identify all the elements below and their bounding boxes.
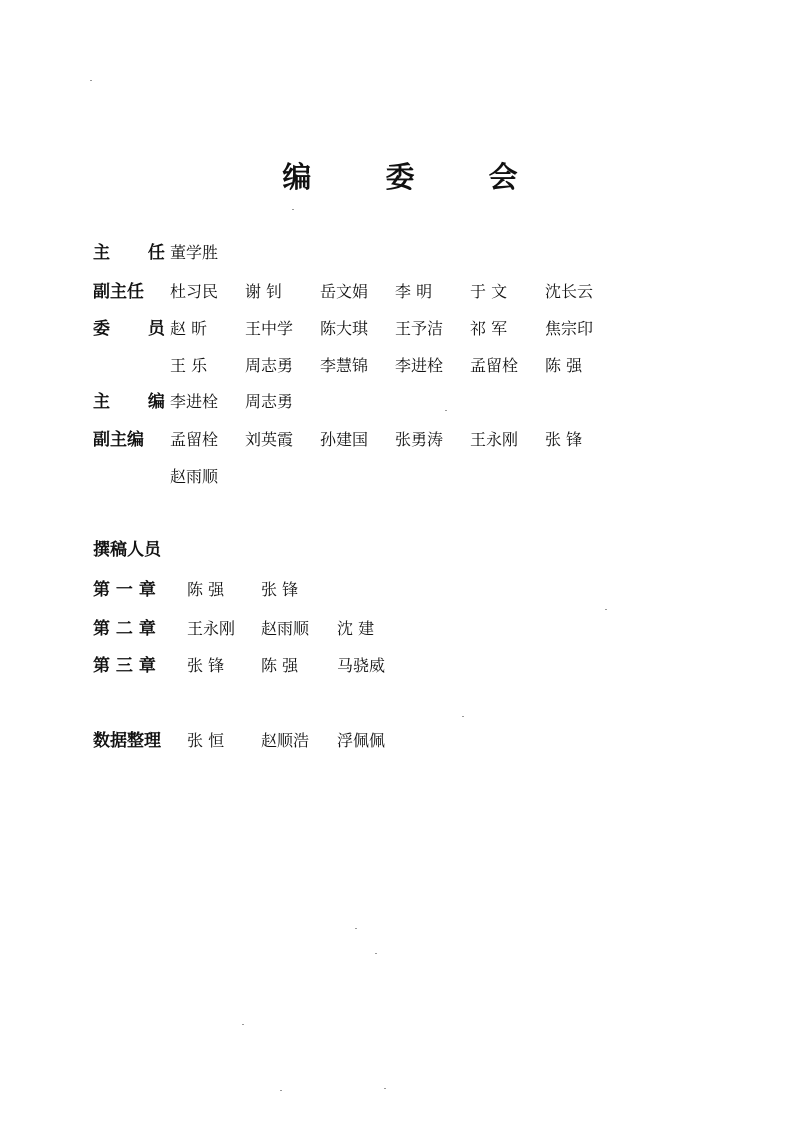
data-arrangement-name: 张 恒 <box>187 731 225 750</box>
writer-name: 张 锋 <box>261 580 299 599</box>
member-name: 周志勇 <box>245 356 294 375</box>
scan-speck <box>605 609 607 610</box>
members-row-continued <box>93 353 693 379</box>
member-name: 王予洁 <box>395 319 444 338</box>
scan-speck <box>280 1090 282 1091</box>
chapter-row <box>93 653 693 679</box>
page-title: 编 委 会 <box>282 160 550 194</box>
member-name: 赵 昕 <box>170 319 208 338</box>
deputy-director-name: 杜习民 <box>170 282 219 301</box>
chief-editor-row <box>93 389 693 415</box>
chapter-label: 第 三 章 <box>93 656 156 676</box>
deputy-director-name: 李 明 <box>395 282 433 301</box>
deputy-chief-editor-name: 刘英霞 <box>245 430 294 449</box>
deputy-chief-editor-row <box>93 427 693 453</box>
scan-speck <box>242 1024 244 1025</box>
writer-name: 陈 强 <box>261 656 299 675</box>
data-arrangement-label: 数据整理 <box>93 731 161 751</box>
writers-heading: 撰稿人员 <box>93 540 161 560</box>
director-label: 主 任 <box>93 243 181 263</box>
member-name: 孟留栓 <box>470 356 519 375</box>
members-label: 委 员 <box>93 319 181 339</box>
chief-editor-name: 李进栓 <box>170 392 219 411</box>
member-name: 李进栓 <box>395 356 444 375</box>
deputy-director-name: 于 文 <box>470 282 508 301</box>
data-arrangement-name: 浮佩佩 <box>337 731 386 750</box>
deputy-chief-editor-label: 副主编 <box>93 430 144 450</box>
chapter-label: 第 一 章 <box>93 580 156 600</box>
deputy-chief-editor-row-continued <box>93 464 693 490</box>
deputy-director-name: 岳文娟 <box>320 282 369 301</box>
data-arrangement-row <box>93 728 693 754</box>
member-name: 祁 军 <box>470 319 508 338</box>
chapter-row <box>93 616 693 642</box>
member-name: 陈大琪 <box>320 319 369 338</box>
deputy-director-row <box>93 279 693 305</box>
deputy-chief-editor-name: 孙建国 <box>320 430 369 449</box>
data-arrangement-name: 赵顺浩 <box>261 731 310 750</box>
deputy-chief-editor-name: 孟留栓 <box>170 430 219 449</box>
member-name: 陈 强 <box>545 356 583 375</box>
member-name: 王中学 <box>245 319 294 338</box>
writer-name: 马骁威 <box>337 656 386 675</box>
scan-speck <box>355 928 357 929</box>
writer-name: 赵雨顺 <box>261 619 310 638</box>
deputy-chief-editor-name: 王永刚 <box>470 430 519 449</box>
scan-speck <box>462 716 464 717</box>
scan-speck <box>384 1088 386 1089</box>
member-name: 焦宗印 <box>545 319 594 338</box>
writer-name: 张 锋 <box>187 656 225 675</box>
member-name: 李慧锦 <box>320 356 369 375</box>
deputy-director-name: 谢 钊 <box>245 282 283 301</box>
member-name: 王 乐 <box>170 356 208 375</box>
writer-name: 沈 建 <box>337 619 375 638</box>
writer-name: 王永刚 <box>187 619 236 638</box>
scan-speck <box>375 953 377 954</box>
director-name: 董学胜 <box>170 243 219 262</box>
chief-editor-label: 主 编 <box>93 392 181 412</box>
deputy-director-name: 沈长云 <box>545 282 594 301</box>
scan-speck <box>90 80 92 81</box>
chief-editor-name: 周志勇 <box>245 392 294 411</box>
deputy-chief-editor-name: 张勇涛 <box>395 430 444 449</box>
deputy-chief-editor-name: 张 锋 <box>545 430 583 449</box>
chapter-row <box>93 577 693 603</box>
director-row <box>93 240 693 266</box>
writer-name: 陈 强 <box>187 580 225 599</box>
chapter-label: 第 二 章 <box>93 619 156 639</box>
scan-speck <box>292 209 294 210</box>
deputy-director-label: 副主任 <box>93 282 144 302</box>
scan-speck <box>445 410 447 411</box>
members-row <box>93 316 693 342</box>
deputy-chief-editor-name: 赵雨顺 <box>170 467 219 486</box>
